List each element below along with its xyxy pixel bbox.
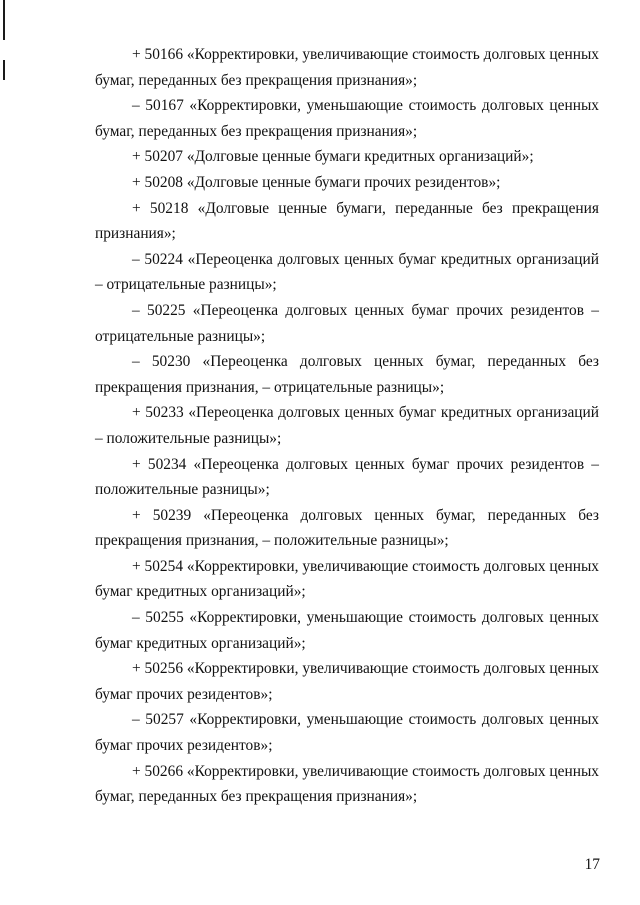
account-entry: + 50234 «Переоценка долговых ценных бумаг прочих резидентов – положительные разницы»;: [95, 455, 599, 499]
account-entry: + 50208 «Долговые ценные бумаги прочих резидентов»;: [132, 173, 501, 191]
account-entry: – 50167 «Корректировки, уменьшающие стоимость долговых ценных бумаг, переданных без прекращения признания»;: [95, 97, 599, 140]
account-entry: + 50207 «Долговые ценные бумаги кредитных организаций»;: [132, 148, 534, 166]
account-entry: + 50266 «Корректировки, увеличивающие стоимость долговых ценных бумаг, переданных без прекращения признания»;: [95, 762, 599, 806]
page-number: 17: [584, 856, 600, 873]
document-body: [95, 42, 599, 810]
scan-margin-mark: [3, 60, 5, 80]
account-entry: + 50218 «Долговые ценные бумаги, переданные без прекращения признания»;: [95, 199, 599, 243]
account-entry: – 50225 «Переоценка долговых ценных бумаг прочих резидентов – отрицательные разницы»;: [95, 301, 599, 345]
account-entry: – 50230 «Переоценка долговых ценных бумаг, переданных без прекращения признания, – отрицательные разницы»;: [95, 353, 599, 396]
account-entry: + 50256 «Корректировки, увеличивающие стоимость долговых ценных бумаг прочих резидентов»;: [95, 660, 599, 703]
account-entry: + 50239 «Переоценка долговых ценных бумаг, переданных без прекращения признания, – положительные разницы»;: [95, 506, 599, 550]
account-entry: + 50233 «Переоценка долговых ценных бумаг кредитных организаций – положительные разницы»;: [95, 404, 599, 447]
account-entry: + 50254 «Корректировки, увеличивающие стоимость долговых ценных бумаг кредитных организаций»;: [95, 557, 599, 601]
account-entry: – 50255 «Корректировки, уменьшающие стоимость долговых ценных бумаг кредитных организаций»;: [95, 609, 599, 652]
account-entry: + 50166 «Корректировки, увеличивающие стоимость долговых ценных бумаг, переданных без прекращения признания»;: [95, 46, 599, 89]
scan-margin-mark: [3, 0, 5, 40]
account-entry: – 50257 «Корректировки, уменьшающие стоимость долговых ценных бумаг прочих резидентов»;: [95, 711, 599, 755]
account-entry: – 50224 «Переоценка долговых ценных бумаг кредитных организаций – отрицательные разницы»;: [95, 250, 599, 294]
